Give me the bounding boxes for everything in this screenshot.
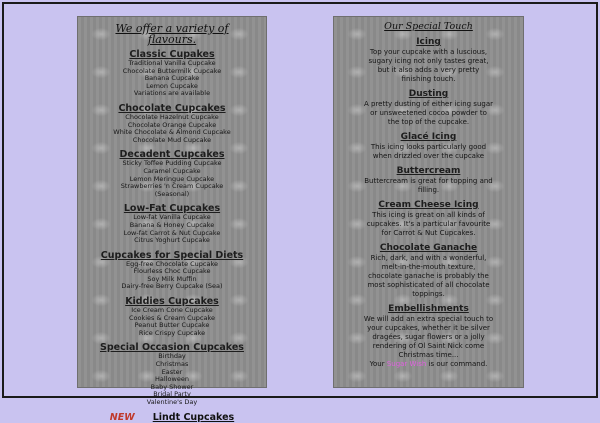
description-line: We will add an extra special touch to	[363, 315, 494, 323]
flavours-title	[86, 23, 258, 45]
menu-item: Chocolate Mud Cupcake	[132, 135, 212, 144]
menu-item: Easter	[161, 367, 183, 376]
description-line: sugary icing not only tastes great,	[368, 57, 489, 65]
menu-item: Banana Cupcake	[144, 74, 200, 83]
topping-title: Icing	[416, 37, 441, 47]
menu-item: Peanut Butter Cupcake	[134, 321, 210, 330]
menu-item: Halloween	[155, 375, 189, 384]
description-line: This icing is great on all kinds of	[372, 211, 485, 219]
topping-cream-cheese	[342, 200, 515, 238]
description-line: dragées, sugar flowers or a jolly	[372, 333, 485, 341]
menu-item: (Seasonal)	[154, 189, 190, 198]
description-line: most sophisticated of all chocolate	[367, 281, 490, 289]
section-title: Decadent Cupcakes	[119, 149, 225, 161]
topping-embellishments	[342, 304, 515, 369]
topping-description	[342, 211, 515, 238]
topping-title: Embellishments	[388, 304, 469, 314]
menu-item: Banana & Honey Cupcake	[129, 220, 215, 229]
topping-description	[342, 177, 515, 195]
menu-item: Variations are available	[133, 89, 211, 98]
special-touch-panel	[333, 16, 524, 388]
flavours-panel	[77, 16, 267, 423]
section-chocolate	[86, 103, 258, 144]
description-line: when drizzled over the cupcake	[372, 152, 485, 160]
topping-dusting	[342, 89, 515, 127]
topping-description	[342, 143, 515, 161]
topping-glace-icing	[342, 132, 515, 161]
description-line: your cupcakes, whether it be silver	[367, 324, 490, 332]
section-title: Special Occasion Cupcakes	[100, 342, 244, 354]
topping-title: Chocolate Ganache	[379, 243, 478, 253]
menu-item: Cookies & Cream Cupcake	[129, 313, 215, 322]
description-line: finishing touch.	[401, 75, 456, 83]
description-line: melt-in-the-mouth texture,	[381, 263, 476, 271]
section-special-occasion	[86, 342, 258, 406]
closing-prefix: Your	[369, 360, 387, 368]
menu-item: White Chocolate & Almond Cupcake	[113, 128, 231, 137]
menu-item: Soy Milk Muffin	[147, 274, 197, 283]
flavours-title-line1: We offer a variety of	[115, 22, 229, 35]
menu-item: Bridal Party	[153, 390, 191, 399]
topping-title: Dusting	[408, 89, 449, 99]
sugar-wish-highlight: Sugar Wish	[386, 360, 427, 368]
menu-item: Chocolate Orange Cupcake	[127, 120, 217, 129]
menu-item: Valentine's Day	[146, 398, 198, 406]
menu-item: Sticky Toffee Pudding Cupcake	[122, 159, 222, 168]
menu-item: Low-fat Carrot & Nut Cupcake	[123, 228, 221, 237]
description-line: for Carrot & Nut Cupcakes.	[381, 229, 476, 237]
flavours-title-line2: flavours.	[147, 33, 197, 46]
description-line: This icing looks particularly good	[370, 143, 487, 151]
description-line: A pretty dusting of either icing sugar	[363, 100, 494, 108]
menu-item: Flourless Choc Cupcake	[133, 267, 211, 276]
section-title: Low-Fat Cupcakes	[123, 203, 221, 215]
menu-item: Baby Shower	[150, 382, 194, 391]
description-line: chocolate ganache is probably the	[368, 272, 489, 280]
description-line: rendering of Ol Saint Nick come	[372, 342, 485, 350]
description-line: Top your cupcake with a luscious,	[369, 48, 488, 56]
menu-item: Chocolate Buttermilk Cupcake	[122, 66, 222, 75]
topping-description	[342, 315, 515, 369]
topping-title: Buttercream	[396, 166, 461, 176]
description-line: Buttercream is great for topping and	[364, 177, 493, 185]
description-line: but it also adds a very pretty	[377, 66, 480, 74]
topping-description	[342, 254, 515, 299]
description-line: or unsweetened cocoa powder to	[370, 109, 487, 117]
topping-icing	[342, 37, 515, 84]
menu-item: Citrus Yoghurt Cupcake	[134, 236, 210, 245]
closing-line	[342, 360, 515, 369]
menu-item: Dairy-free Berry Cupcake (Sea)	[121, 282, 223, 291]
section-kiddies	[86, 296, 258, 337]
section-special-diets	[86, 250, 258, 291]
section-title: Chocolate Cupcakes	[118, 102, 226, 114]
topping-ganache	[342, 243, 515, 299]
description-line: the top of the cupcake.	[387, 118, 470, 126]
menu-item: Rice Crispy Cupcake	[138, 328, 206, 337]
menu-item: Caramel Cupcake	[143, 166, 201, 175]
section-low-fat	[86, 203, 258, 244]
section-classic	[86, 49, 258, 98]
menu-item: Lemon Meringue Cupcake	[129, 174, 215, 183]
section-decadent	[86, 149, 258, 198]
topping-title: Glacé Icing	[400, 132, 457, 142]
topping-description	[342, 48, 515, 84]
description-line: toppings.	[412, 290, 445, 298]
menu-item: Strawberries 'n Cream Cupcake	[120, 182, 224, 191]
topping-buttercream	[342, 166, 515, 195]
menu-item: Egg-free Chocolate Cupcake	[125, 259, 219, 268]
menu-item: Lemon Cupcake	[146, 81, 198, 90]
menu-item: Chocolate Hazelnut Cupcake	[125, 112, 219, 121]
menu-item: Christmas	[155, 360, 189, 369]
section-title: Kiddies Cupcakes	[125, 296, 219, 308]
special-touch-title: Our Special Touch	[384, 21, 473, 32]
description-line: Rich, dark, and with a wonderful,	[370, 254, 487, 262]
section-title: Classic Cupakes	[129, 49, 215, 60]
lindt-title: Lindt Cupcakes	[152, 411, 235, 423]
menu-item: Traditional Vanilla Cupcake	[128, 59, 216, 67]
lindt-row	[86, 412, 258, 423]
description-line: Christmas time...	[398, 351, 459, 359]
menu-item: Birthday	[158, 352, 186, 361]
topping-description	[342, 100, 515, 127]
description-line: cupcakes. It's a particular favourite	[366, 220, 491, 228]
menu-item: Low-fat Vanilla Cupcake	[133, 213, 211, 222]
new-badge: NEW	[109, 411, 135, 423]
section-title: Cupcakes for Special Diets	[100, 249, 244, 261]
topping-title: Cream Cheese Icing	[378, 200, 479, 210]
description-line: filling.	[417, 186, 440, 194]
menu-item: Ice Cream Cone Cupcake	[131, 306, 213, 315]
closing-suffix: is our command.	[426, 360, 488, 368]
